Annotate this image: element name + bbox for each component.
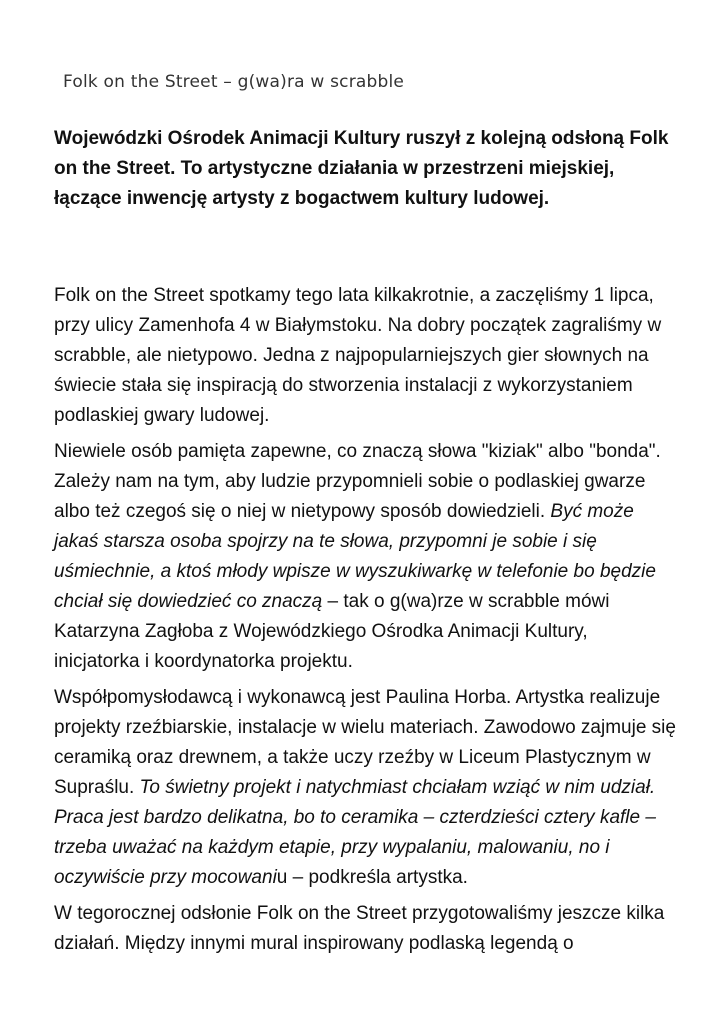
paragraph-3-text-after: u – podkreśla artystka.	[276, 867, 468, 888]
article-lead: Wojewódzki Ośrodek Animacji Kultury ruszył z kolejną odsłoną Folk on the Street. To artystyczne działania w przestrzeni miejskiej, łączące inwencję artysty z bogactwem kultury ludowej.	[54, 128, 669, 209]
paragraph-4: W tegorocznej odsłonie Folk on the Street przygotowaliśmy jeszcze kilka działań. Między innymi mural inspirowany podlaską legendą o	[54, 903, 665, 954]
paragraph-2-text-before: Niewiele osób pamięta zapewne, co znaczą słowa "kiziak" albo "bonda". Zależy nam na tym, aby ludzie przypomnieli sobie o podlaskiej gwarze albo też czegoś się o niej w nietypowy sposób dowiedzieli.	[54, 441, 661, 522]
article-body	[54, 281, 678, 965]
paragraph-2	[54, 437, 678, 677]
paragraph-2-text-after: – tak o g(wa)rze w scrabble mówi Katarzyna Zagłoba z Wojewódzkiego Ośrodka Animacji Kultury, inicjatorka i koordynatorka projektu.	[54, 591, 610, 672]
article-title: Folk on the Street – g(wa)ra w scrabble	[63, 72, 405, 92]
paragraph-3-quote: To świetny projekt i natychmiast chciałam wziąć w nim udział. Praca jest bardzo delikatna, bo to ceramika – czterdzieści cztery kafle – trzeba uważać na każdym etapie, przy wypalaniu, malowaniu, no i oczywiście przy mocowani	[54, 777, 656, 888]
paragraph-2-quote: Być może jakaś starsza osoba spojrzy na te słowa, przypomni je sobie i się uśmiechnie, a ktoś młody wpisze w wyszukiwarkę w telefonie bo będzie chciał się dowiedzieć co znaczą	[54, 501, 656, 612]
paragraph-1: Folk on the Street spotkamy tego lata kilkakrotnie, a zaczęliśmy 1 lipca, przy ulicy Zamenhofa 4 w Białymstoku. Na dobry początek zagraliśmy w scrabble, ale nietypowo. Jedna z najpopularniejszych gier słownych na świecie stała się inspiracją do stworzenia instalacji z wykorzystaniem podlaskiej gwary ludowej.	[54, 285, 662, 426]
paragraph-3-text-before: Współpomysłodawcą i wykonawcą jest Paulina Horba. Artystka realizuje projekty rzeźbiarskie, instalacje w wielu materiach. Zawodowo zajmuje się ceramiką oraz drewnem, a także uczy rzeźby w Liceum Plastycznym w Supraślu.	[54, 687, 676, 798]
paragraph-3	[54, 683, 678, 893]
